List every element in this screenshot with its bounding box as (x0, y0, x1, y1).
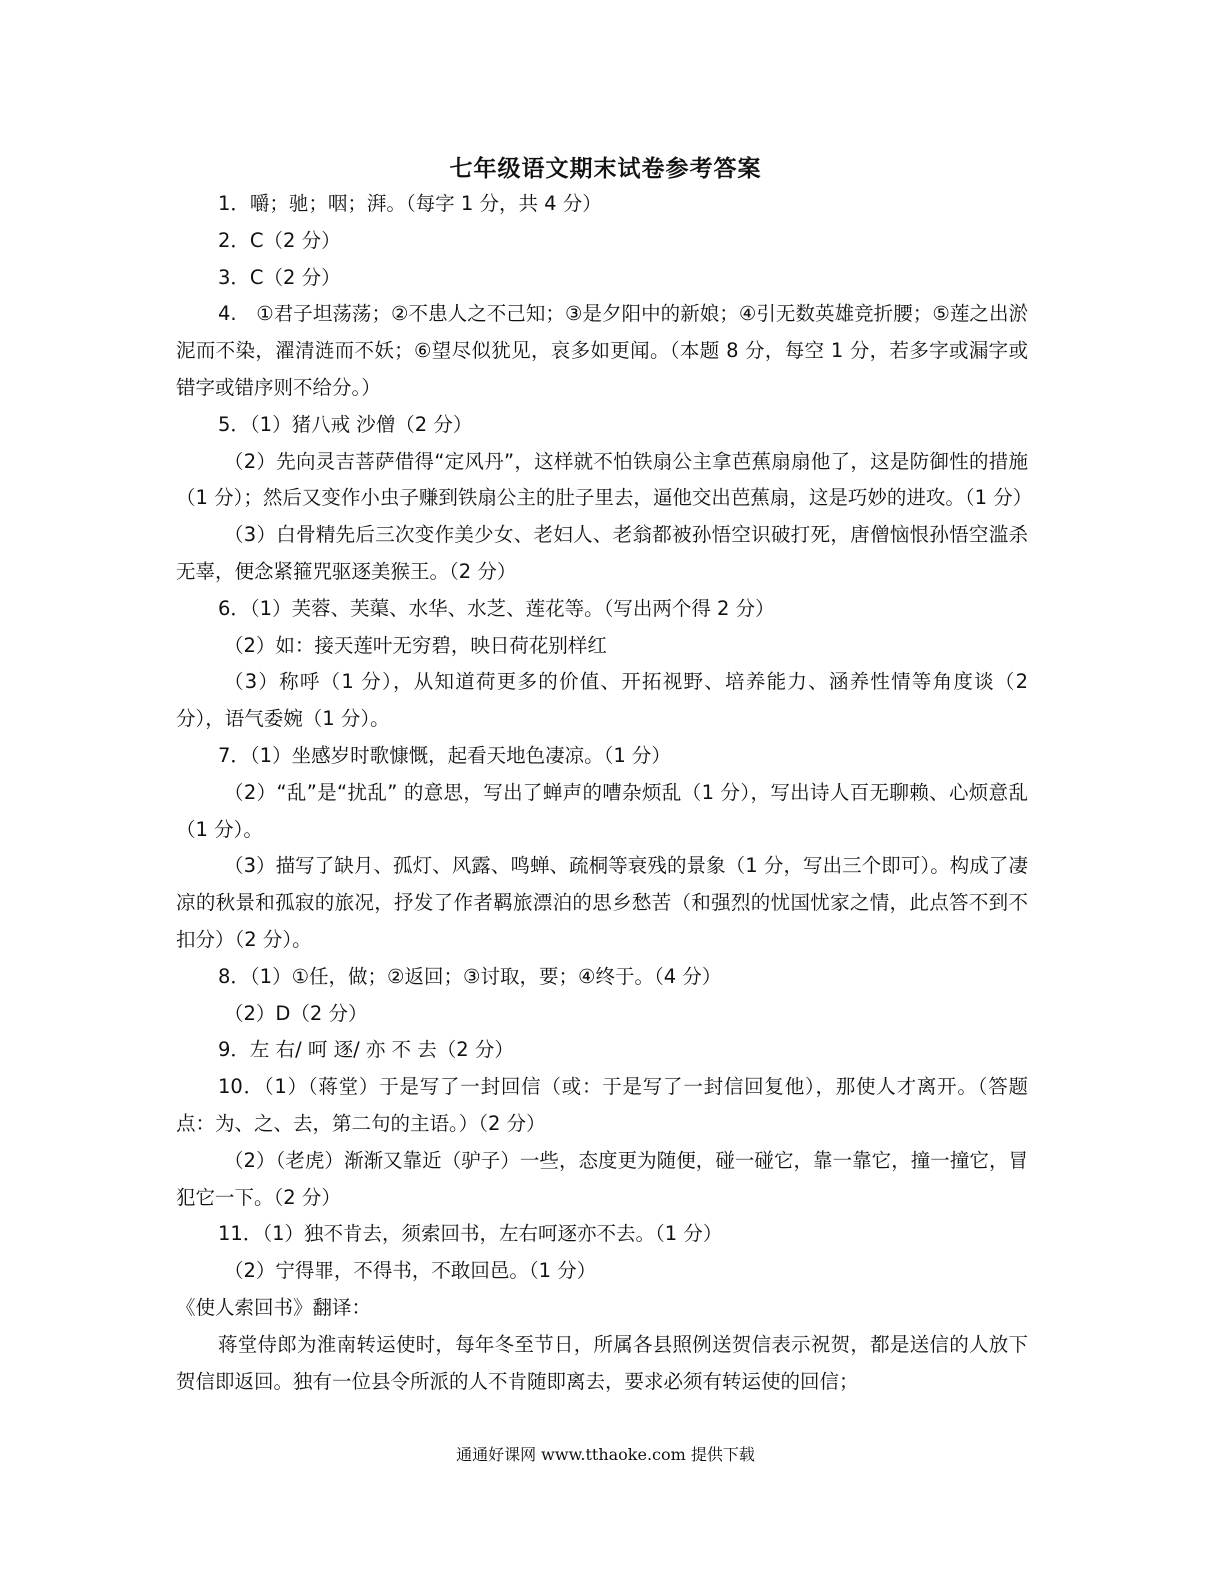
answer-6-2: （2）如：接天莲叶无穷碧，映日荷花别样红 (224, 633, 607, 657)
answer-6-3: （3）称呼（1 分），从知道荷更多的价值、开拓视野、培养能力、涵养性情等角度谈（2 分），语气委婉（1 分）。 (176, 670, 1028, 731)
translation-heading: 《使人索回书》翻译： (176, 1295, 372, 1319)
answer-7-1: 7．（1）坐感岁时歌慷慨，起看天地色凄凉。（1 分） (218, 743, 671, 767)
answer-11-1: 11．（1）独不肯去，须索回书，左右呵逐亦不去。（1 分） (218, 1222, 723, 1246)
answer-6-1: 6．（1）芙蓉、芙蕖、水华、水芝、莲花等。（写出两个得 2 分） (218, 596, 775, 620)
page-footer: 通通好课网 www.tthaoke.com 提供下载 (456, 1445, 755, 1464)
answer-11-2: （2）宁得罪，不得书，不敢回邑。（1 分） (224, 1259, 597, 1283)
answer-3: 3．C（2 分） (218, 265, 341, 289)
answer-7-2: （2）“乱”是“扰乱” 的意思，写出了蝉声的嘈杂烦乱（1 分），写出诗人百无聊赖、心烦意乱（1 分）。 (176, 780, 1028, 841)
answer-7-3: （3）描写了缺月、孤灯、风露、鸣蝉、疏桐等衰残的景象（1 分，写出三个即可）。构成了凄凉的秋景和孤寂的旅况，抒发了作者羁旅漂泊的思乡愁苦（和强烈的忧国忧家之情，此点答不到不扣分）（2 分）。 (176, 854, 1028, 951)
answer-body (176, 186, 1033, 1400)
answer-1: 1．嚼；驰；咽；湃。（每字 1 分，共 4 分） (218, 192, 602, 215)
answer-10-1: 10．（1）（蒋堂）于是写了一封回信（或：于是写了一封信回复他），那使人才离开。（答题点：为、之、去，第二句的主语。）（2 分） (176, 1075, 1028, 1135)
translation-text: 蒋堂侍郎为淮南转运使时，每年冬至节日，所属各县照例送贺信表示祝贺，都是送信的人放下贺信即返回。独有一位县令所派的人不肯随即离去，要求必须有转运使的回信； (176, 1332, 1028, 1393)
answer-5-1: 5．（1）猪八戒 沙僧（2 分） (218, 412, 473, 436)
page-title: 七年级语文期末试卷参考答案 (449, 156, 762, 182)
answer-5-3: （3）白骨精先后三次变作美少女、老妇人、老翁都被孙悟空识破打死，唐僧恼恨孙悟空滥杀无辜，便念紧箍咒驱逐美猴王。（2 分） (176, 523, 1028, 583)
answer-5-2: （2）先向灵吉菩萨借得“定风丹”，这样就不怕铁扇公主拿芭蕉扇扇他了，这是防御性的措施（1 分）；然后又变作小虫子赚到铁扇公主的肚子里去，逼他交出芭蕉扇，这是巧妙的进攻。（1 分） (176, 449, 1033, 510)
answer-2: 2．C（2 分） (218, 228, 341, 252)
answer-4: 4. ①君子坦荡荡；②不患人之不己知；③是夕阳中的新娘；④引无数英雄竞折腰；⑤莲之出淤泥而不染，濯清涟而不妖；⑥望尽似犹见，哀多如更闻。（本题 8 分，每空 1 分，若多字或漏字或错字或错序则不给分。） (176, 302, 1028, 399)
answer-8-1: 8．（1）①任，做；②返回；③讨取，要；④终于。（4 分） (218, 964, 722, 988)
answer-8-2: （2）D（2 分） (224, 1001, 368, 1025)
answer-10-2: （2）（老虎）渐渐又靠近（驴子）一些，态度更为随便，碰一碰它，靠一靠它，撞一撞它，冒犯它一下。（2 分） (176, 1148, 1028, 1209)
answer-9: 9．左 右/ 呵 逐/ 亦 不 去（2 分） (218, 1038, 514, 1062)
